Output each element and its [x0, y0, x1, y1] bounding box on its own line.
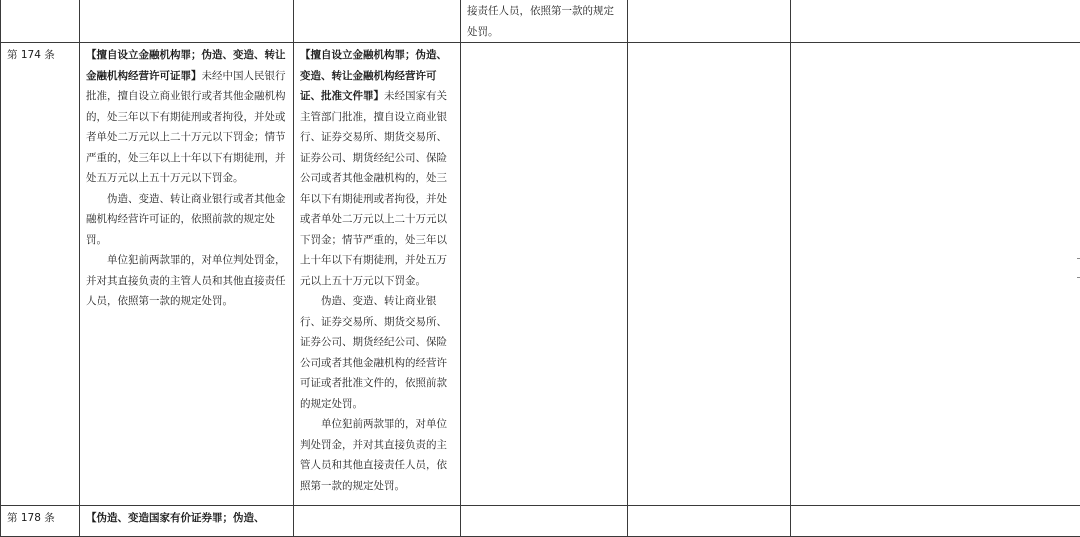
provision-paragraph-3: 单位犯前两款罪的，对单位判处罚金，并对其直接负责的主管人员和其他直接责任人员，依照第一款的规定处罚。	[86, 250, 287, 312]
article-number-174: 第 174 条	[1, 43, 80, 506]
table-row-continued	[1, 0, 1080, 43]
cell-col5-empty	[791, 506, 1080, 537]
cell-old-provision-174	[80, 43, 294, 506]
cell-col4-empty	[628, 506, 791, 537]
cell-col4-empty	[628, 0, 791, 43]
provision-paragraph-2: 伪造、变造、转让商业银行或者其他金融机构经营许可证的，依照前款的规定处罚。	[86, 189, 287, 251]
provision-paragraph-1: 【擅自设立金融机构罪；伪造、变造、转让金融机构经营许可证、批准文件罪】未经国家有关主管部门批准，擅自设立商业银行、证券交易所、期货交易所、证券公司、期货经纪公司、保险公司或者其他金融机构的，处三年以下有期徒刑或者拘役，并处或者单处二万元以上二十万元以下罚金；情节严重的，处三年以上十年以下有期徒刑，并处五万元以上五十万元以下罚金。	[300, 45, 454, 291]
crime-title: 【伪造、变造国家有价证券罪；伪造、	[86, 512, 265, 524]
provision-paragraph-3: 单位犯前两款罪的，对单位判处罚金，并对其直接负责的主管人员和其他直接责任人员，依照第一款的规定处罚。	[300, 414, 454, 496]
cell-article-empty	[1, 0, 80, 43]
cell-col3-empty	[461, 43, 628, 506]
cell-col2-empty	[294, 506, 461, 537]
provision-paragraph-2: 伪造、变造、转让商业银行、证券交易所、期货交易所、证券公司、期货经纪公司、保险公司或者其他金融机构的经营许可证或者批准文件的，依照前款的规定处罚。	[300, 291, 454, 414]
cell-col5-empty	[791, 0, 1080, 43]
cell-col3-continued	[461, 0, 628, 43]
article-number-178: 第 178 条	[1, 506, 80, 537]
crime-title: 【擅自设立金融机构罪；伪造、变造、转让金融机构经营许可证罪】	[86, 49, 286, 82]
cell-col3-empty	[461, 506, 628, 537]
provision-paragraph-1: 【擅自设立金融机构罪；伪造、变造、转让金融机构经营许可证罪】未经中国人民银行批准，擅自设立商业银行或者其他金融机构的，处三年以下有期徒刑或者拘役，并处或者单处二万元以上二十万元以下罚金；情节严重的，处三年以上十年以下有期徒刑，并处五万元以上五十万元以下罚金。	[86, 45, 287, 189]
cell-col1-empty	[80, 0, 294, 43]
cell-col2-empty	[294, 0, 461, 43]
cell-col5-empty	[791, 43, 1080, 506]
table-row-article-174	[1, 43, 1080, 506]
continued-text: 接责任人员，依照第一款的规定处罚。	[467, 5, 614, 38]
cell-col4-empty	[628, 43, 791, 506]
table-row-article-178	[1, 506, 1080, 537]
crime-title: 【擅自设立金融机构罪；伪造、变造、转让金融机构经营许可证、批准文件罪】	[300, 49, 447, 102]
cell-old-provision-178	[80, 506, 294, 537]
cell-new-provision-174	[294, 43, 461, 506]
